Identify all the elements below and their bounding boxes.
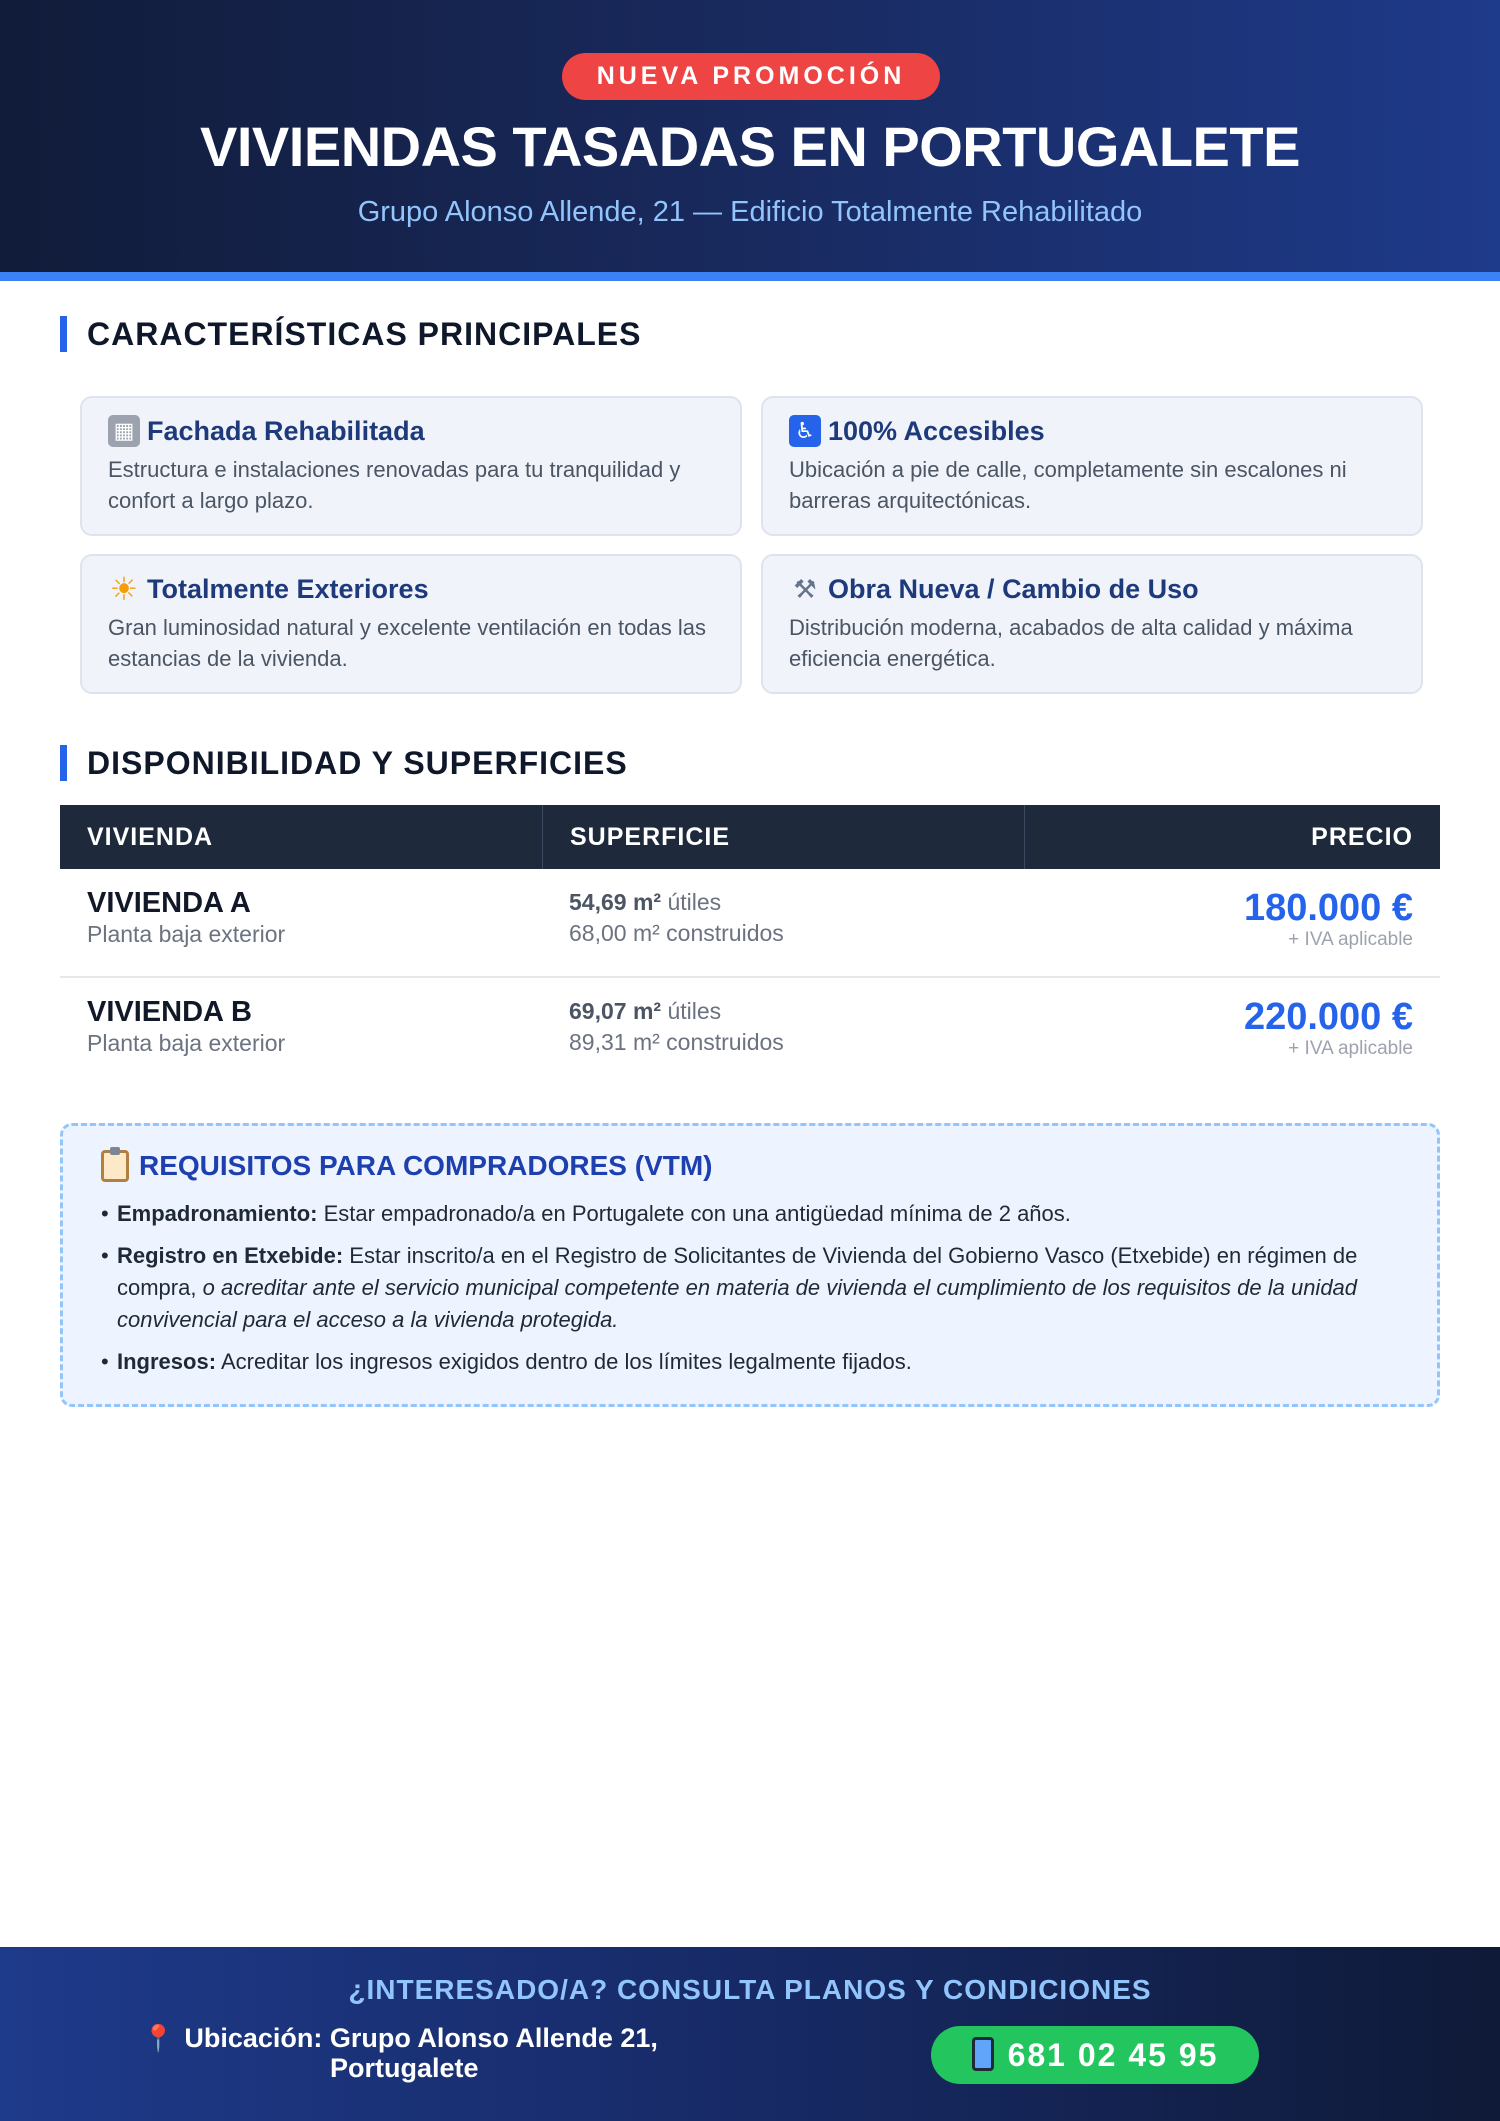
column-header-surface: SUPERFICIE [542,805,1024,869]
table-row [60,869,1440,978]
requirements-box [60,1123,1440,1407]
feature-title: Totalmente Exteriores [147,574,429,604]
list-item: • Empadronamiento: Estar empadronado/a en Portugalete con una antigüedad mínima de 2 años. [101,1198,1399,1230]
column-header-unit: VIVIENDA [87,823,214,851]
page-title: VIVIENDAS TASADAS EN PORTUGALETE [200,115,1300,178]
table-header [60,805,1440,869]
map-pin-icon: 📍 [142,2023,175,2053]
price-note: + IVA aplicable [1288,1038,1413,1059]
feature-card-exterior [80,554,742,694]
requirements-list [101,1198,1399,1378]
unit-price: 180.000 € [1243,887,1413,929]
table-row [60,978,1440,1087]
feature-title: Obra Nueva / Cambio de Uso [828,574,1199,604]
unit-floor: Planta baja exterior [87,1030,286,1056]
column-header-price: PRECIO [1024,805,1440,869]
built-surface: 89,31 m² construidos [569,1029,784,1055]
footer [0,1947,1500,2121]
list-item: • Registro en Etxebide: Estar inscrito/a en el Registro de Solicitantes de Vivienda del Gobierno Vasco (Etxebide) en régimen de compra, o acreditar ante el servicio municipal competente en materia de vivienda el cumplimiento de los requisitos de la unidad convivencial para el acceso a la vivienda protegida. [101,1240,1399,1336]
built-surface: 68,00 m² construidos [569,920,784,946]
clipboard-icon [101,1150,129,1182]
availability-heading: DISPONIBILIDAD Y SUPERFICIES [60,745,628,781]
feature-card-facade [80,396,742,536]
sun-icon: ☀ [109,571,139,607]
phone-icon [972,2037,994,2071]
cta-text: ¿INTERESADO/A? CONSULTA PLANOS Y CONDICIONES [348,1974,1152,2005]
feature-desc: Estructura e instalaciones renovadas para tu tranquilidad y confort a largo plazo. [108,457,681,513]
useful-surface: 69,07 m² útiles [569,998,722,1024]
list-item: • Ingresos: Acreditar los ingresos exigidos dentro de los límites legalmente fijados. [101,1346,1399,1378]
unit-floor: Planta baja exterior [87,921,286,947]
header-divider [0,272,1500,281]
feature-desc: Ubicación a pie de calle, completamente sin escalones ni barreras arquitectónicas. [789,457,1347,513]
page-subtitle: Grupo Alonso Allende, 21 — Edificio Totalmente Rehabilitado [357,196,1143,228]
feature-title: Fachada Rehabilitada [147,416,425,446]
availability-table [60,805,1440,1087]
building-icon: ▦ [108,415,140,447]
unit-name: VIVIENDA A [87,887,251,919]
useful-surface: 54,69 m² útiles [569,889,722,915]
feature-card-accessible [761,396,1423,536]
features-heading: CARACTERÍSTICAS PRINCIPALES [60,316,641,352]
feature-title: 100% Accesibles [828,416,1045,446]
unit-price: 220.000 € [1243,996,1413,1038]
phone-button[interactable]: 681 02 45 95 [931,2026,1259,2084]
promo-badge: NUEVA PROMOCIÓN [562,53,940,100]
feature-card-new-build [761,554,1423,694]
wheelchair-icon: ♿ [789,415,821,447]
price-note: + IVA aplicable [1288,929,1413,950]
feature-desc: Gran luminosidad natural y excelente ventilación en todas las estancias de la vivienda. [108,615,707,671]
feature-desc: Distribución moderna, acabados de alta calidad y máxima eficiencia energética. [789,615,1353,671]
unit-name: VIVIENDA B [87,996,252,1028]
tools-icon: ⚒ [793,574,817,604]
location-info: 📍 Ubicación: Grupo Alonso Allende 21, Portugalete [142,2023,658,2083]
header [0,0,1500,272]
requirements-title: REQUISITOS PARA COMPRADORES (VTM) [139,1150,713,1181]
